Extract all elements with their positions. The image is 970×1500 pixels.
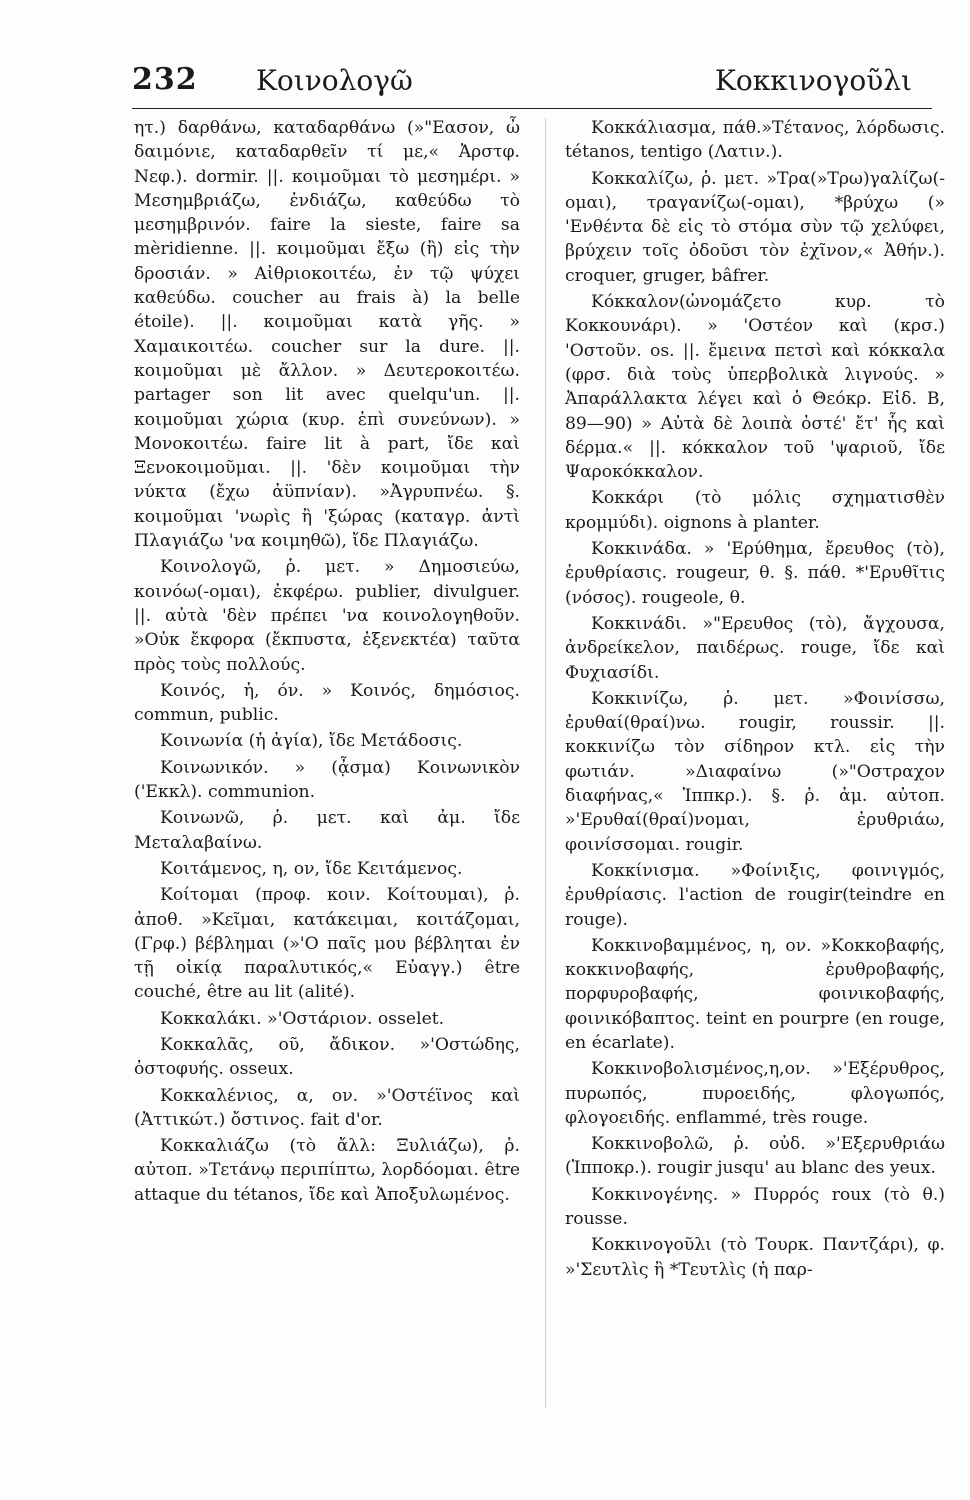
entry-kokkinovolo: Κοκκινοβολῶ, ῥ. οὐδ. »'Εξερυθριάω (Ἱπποκρ.). rougir jusqu' au blanc des yeux. (565, 1134, 951, 1179)
entry-koitomai: Κοίτομαι (προφ. κοιν. Κοίτουμαι), ῥ. ἀποθ. »Κεῖμαι, κατάκειμαι, κοιτάζομαι, (Γρφ.) βέβλημαι (»'Ο παῖς μου βέβληται ἐν τῇ οἰκίᾳ παραλυτικός,« Εὐαγγ.) être couché, être au lit (alité). (134, 885, 526, 1003)
entry-continuation: ητ.) δαρθάνω, καταδαρθάνω (»"Εασον, ὦ δαιμόνιε, καταδαρθεῖν τί με,« Ἀρστφ. Νεφ.). dormir. ||. κοιμοῦμαι τὸ μεσημέρι. » Μεσημβριάζω, ἐνδιάζω, καθεύδω τὸ μεσημβρινόν. faire la sieste, faire sa mèridienne. ||. κοιμοῦμαι ἔξω (ἢ) εἰς τὴν δροσιάν. » Αἰθριοκοιτέω, ἐν τῷ ψύχει καθεύδω. coucher au frais à) la belle étoile). ||. κοιμοῦμαι κατὰ γῆς. » Χαμαικοιτέω. coucher sur la dure. ||. κοιμοῦμαι μὲ ἄλλον. » Δευτεροκοιτέω. partager son lit avec quelqu'un. ||. κοιμοῦμαι χώρια (κυρ. ἐπὶ συνεύνων). » Μονοκοιτέω. faire lit à part, ἴδε καὶ Ξενοκοιμοῦμαι. ||. 'δὲν κοιμοῦμαι τὴν νύκτα (ἔχω ἀϋπνίαν). »Ἀγρυπνέω. §. κοιμοῦμαι 'νωρὶς ἢ 'ξώρας (καταγρ. ἀντὶ Πλαγιάζω 'να κοιμηθῶ), ἴδε Πλαγιάζω. (134, 118, 526, 552)
column-divider (545, 118, 546, 1408)
entry-koinono: Κοινωνῶ, ῥ. μετ. καὶ ἀμ. ἴδε Μεταλαβαίνω. (134, 808, 526, 853)
entry-kokkaliasma: Κοκκάλιασμα, πάθ.»Τέτανος, λόρδωσις. tétanos, tentigo (Λατιν.). (565, 118, 951, 163)
entry-kokkaliazo: Κοκκαλιάζω (τὸ ἄλλ: Ξυλιάζω), ῥ. αὐτοπ. »Τετάνῳ περιπίπτω, λορδόομαι. être attaque du tétanos, ἴδε καὶ Ἀποξυλωμένος. (134, 1136, 526, 1205)
page-header (132, 62, 932, 112)
entry-kokkinada: Κοκκινάδα. » 'Ερύθημα, ἔρευθος (τὸ), ἐρυθρίασις. rougeur, θ. §. πάθ. *'Ερυθῖτις (νόσος). rougeole, θ. (565, 539, 951, 608)
entry-kokkinadi: Κοκκινάδι. »"Ερευθος (τὸ), ἄγχουσα, ἀνδρείκελον, παιδέρως. rouge, ἴδε καὶ Φυχιασίδι. (565, 613, 951, 683)
entry-kokkinovammenos: Κοκκινοβαμμένος, η, ον. »Κοκκοβαφής, κοκκινοβαφής, ἐρυθροβαφής, πορφυροβαφής, φοινικοβαφής, φοινικόβαπτος. teint en pourpre (en rouge, en écarlate). (565, 935, 951, 1053)
header-rule (132, 108, 932, 109)
entry-kokkinogenis: Κοκκινογένης. » Πυρρός roux (τὸ θ.) rousse. (565, 1184, 951, 1230)
entry-kokkinovolismenos: Κοκκινοβολισμένος,η,ον. »'Εξέρυθρος, πυρωπός, πυροειδής, φλογωπός, φλογοειδής. enflammé, très rouge. (565, 1059, 951, 1128)
entry-kokkalenios: Κοκκαλένιος, α, ον. »'Οστέϊνος καὶ (Ἀττικώτ.) ὄστινος. fait d'or. (134, 1085, 526, 1130)
entry-koinonia: Κοινωνία (ἡ ἁγία), ἴδε Μετάδοσις. (160, 731, 463, 752)
entry-kokkinogouli: Κοκκινογοῦλι (τὸ Τουρκ. Παντζάρι), φ. »'Σευτλὶς ἢ *Τευτλὶς (ἡ παρ- (565, 1235, 951, 1280)
entry-koitamenos: Κοιτάμενος, η, ον, ἴδε Κειτάμενος. (160, 858, 463, 879)
entry-kokkalaki: Κοκκαλάκι. »'Οστάριον. osselet. (160, 1008, 445, 1029)
running-head-last-word: Κοκκινογοῦλι (715, 64, 912, 97)
entry-kokkalon: Κόκκαλον(ὠνομάζετο κυρ. τὸ Κοκκουνάρι). » 'Οστέον καὶ (κρσ.) 'Οστοῦν. os. ||. ἔμεινα πετσὶ καὶ κόκκαλα (φρσ. διὰ τοὺς ὑπερβολικὰ λιγνούς. » Ἀπαράλλακτα λέγει καὶ ὁ Θεόκρ. Εἰδ. Β, 89—90) » Αὐτὰ δὲ λοιπὰ ὀστέ' ἔτ' ἧς καὶ δέρμα.« ||. κόκκαλον τοῦ 'ψαριοῦ, ἴδε Ψαροκόκκαλον. (565, 292, 951, 483)
entry-kokkalizo: Κοκκαλίζω, ῥ. μετ. »Τρα(»Τρω)γαλίζω(-ομαι), τραγανίζω(-ομαι), *βρύχω (» 'Ενθέντα δὲ εἰς τὸ στόμα σὺν τῷ χελύφει, βρύχειν τοῖς ὀδοῦσι τὸν ἐχῖνον,« Ἀθήν.). croquer, gruger, bâfrer. (565, 168, 951, 286)
entry-koinonikon: Κοινωνικόν. » (ᾆσμα) Κοινωνικὸν ('Εκκλ). communion. (134, 757, 526, 803)
entry-koinos: Κοινός, ἡ, όν. » Κοινός, δημόσιος. commun, public. (134, 680, 526, 726)
entry-kokkalas: Κοκκαλᾶς, οῦ, ἄδικον. »'Οστώδης, ὀστοφυής. osseux. (134, 1034, 526, 1080)
entry-kokkinizo: Κοκκινίζω, ῥ. μετ. »Φοινίσσω, ἐρυθαί(θραί)νω. rougir, roussir. ||. κοκκινίζω τὸν σίδηρον κτλ. εἰς τὴν φωτιάν. »Διαφαίνω (»"Οστραχον διαφήνας,« Ἱππκρ.). §. ῥ. ἀμ. αὐτοπ. »'Ερυθαί(θραί)νομαι, ἐρυθριάω, φοινίσσομαι. rougir. (565, 688, 951, 855)
entry-kokkari: Κοκκάρι (τὸ μόλις σχηματισθὲν κρομμύδι). oignons à planter. (565, 488, 951, 533)
left-column (134, 116, 526, 1416)
right-column (565, 116, 951, 1416)
entry-kokkinisma: Κοκκίνισμα. »Φοίνιξις, φοινιγμός, ἐρυθρίασις. l'action de rougir(teindre en rouge). (565, 860, 951, 930)
page-number: 232 (132, 62, 198, 97)
running-head-first-word: Κοινολογῶ (256, 64, 413, 97)
entry-koinologo: Κοινολογῶ, ῥ. μετ. » Δημοσιεύω, κοινόω(-ομαι), ἐκφέρω. publier, divulguer. ||. αὐτὰ 'δὲν πρέπει 'να κοινολογηθοῦν. »Οὐκ ἔκφορα (ἔκπυστα, ἐξενεκτέα) ταῦτα πρὸς τοὺς πολλούς. (134, 557, 526, 675)
